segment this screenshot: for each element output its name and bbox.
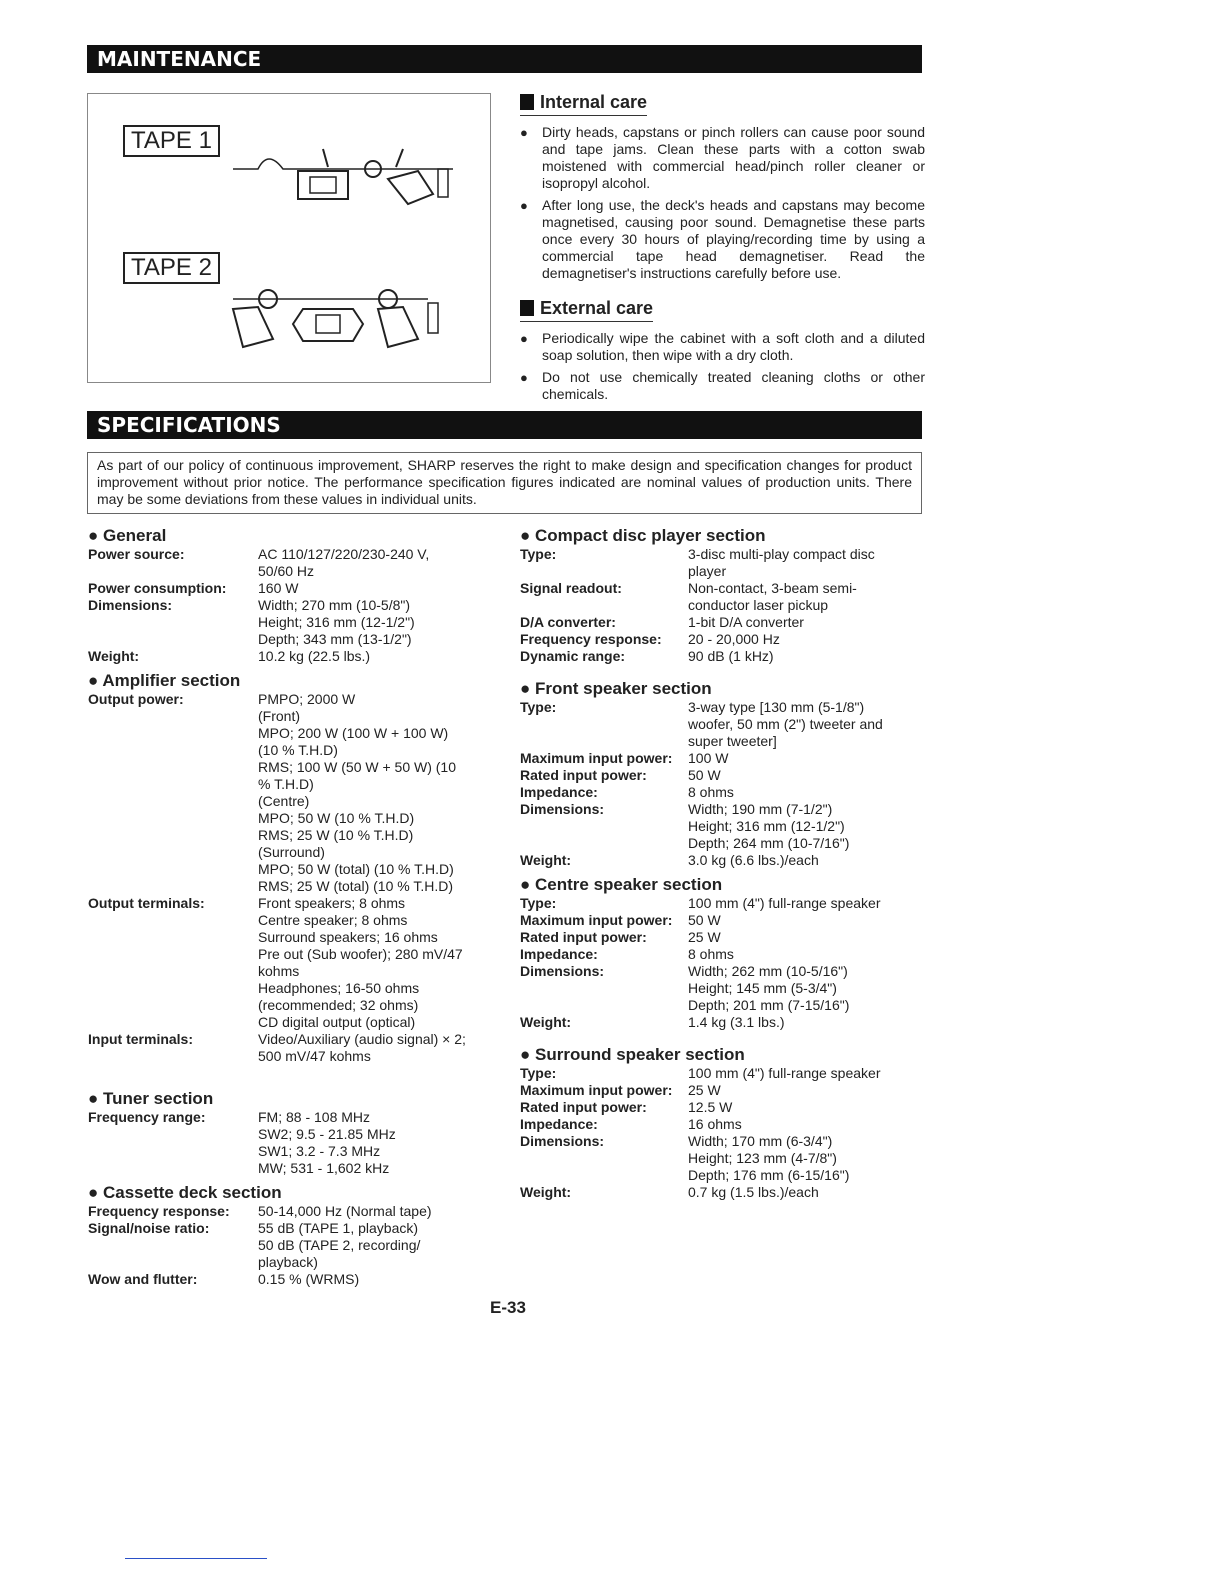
internal-care-item: ● After long use, the deck's heads and capstans may become magnetised, causing poor sound. Demagnetise these parts once every 30 hours of playing/recording time by using a commercial tape head demagnetiser. Read the demagnetiser's instructions carefully before use. [520, 197, 925, 282]
spec-key: Type: [520, 699, 557, 715]
tape1-mechanism-icon [228, 139, 458, 209]
spec-key: Output power: [88, 691, 184, 707]
spec-value-line: Height; 123 mm (4-7/8") [688, 1150, 837, 1166]
internal-care [520, 92, 925, 287]
spec-value: 8 ohms [688, 946, 734, 962]
spec-value: 1-bit D/A converter [688, 614, 804, 630]
spec-key: Maximum input power: [520, 750, 673, 766]
spec-key: Output terminals: [88, 895, 205, 911]
spec-key: Power source: [88, 546, 185, 562]
spec-key: Input terminals: [88, 1031, 194, 1047]
external-care-item: ● Periodically wipe the cabinet with a soft cloth and a diluted soap solution, then wipe with a dry cloth. [520, 330, 925, 364]
spec-value-line: Headphones; 16-50 ohms [258, 980, 420, 996]
spec-value: 100 W [688, 750, 729, 766]
spec-value-line: Video/Auxiliary (audio signal) × 2; [258, 1031, 466, 1047]
spec-value-list [258, 1031, 498, 1065]
spec-value-list [688, 546, 920, 580]
spec-value: 12.5 W [688, 1099, 733, 1115]
spec-value: Depth; 343 mm (13-1/2") [258, 631, 412, 647]
spec-value-line: kohms [258, 963, 300, 979]
spec-value: 100 mm (4") full-range speaker [688, 1065, 881, 1081]
spec-key: Rated input power: [520, 1099, 647, 1115]
spec-key: Frequency range: [88, 1109, 206, 1125]
spec-value-list [258, 691, 498, 895]
general-heading: ● General [88, 526, 498, 546]
cassette-heading: ● Cassette deck section [88, 1183, 498, 1203]
spec-value-line: playback) [258, 1254, 318, 1270]
spec-value: 50/60 Hz [258, 563, 315, 579]
spec-value-line: Height; 145 mm (5-3/4") [688, 980, 837, 996]
spec-value-line: 50 dB (TAPE 2, recording/ [258, 1237, 421, 1253]
spec-value-line: Pre out (Sub woofer); 280 mV/47 [258, 946, 463, 962]
spec-key: Dynamic range: [520, 648, 626, 664]
spec-value-line: (recommended; 32 ohms) [258, 997, 419, 1013]
spec-value-line: SW2; 9.5 - 21.85 MHz [258, 1126, 396, 1142]
spec-value: 25 W [688, 929, 721, 945]
spec-value-line: Surround speakers; 16 ohms [258, 929, 438, 945]
spec-value-list [258, 895, 498, 1031]
spec-key: Type: [520, 895, 557, 911]
spec-value-list [258, 1109, 498, 1177]
spec-value: 90 dB (1 kHz) [688, 648, 774, 664]
spec-value-line: (Centre) [258, 793, 310, 809]
spec-key: Weight: [520, 1184, 572, 1200]
tape2-label: TAPE 2 [123, 252, 220, 284]
spec-value-line: Front speakers; 8 ohms [258, 895, 406, 911]
spec-value: Width; 270 mm (10-5/8") [258, 597, 411, 613]
spec-value-list [688, 699, 920, 750]
square-bullet-icon [520, 300, 534, 316]
spec-value-line: MPO; 200 W (100 W + 100 W) [258, 725, 449, 741]
spec-value-line: Centre speaker; 8 ohms [258, 912, 408, 928]
spec-value: 50-14,000 Hz (Normal tape) [258, 1203, 432, 1219]
spec-value-line: (Front) [258, 708, 300, 724]
spec-value: 3.0 kg (6.6 lbs.)/each [688, 852, 819, 868]
spec-key: Signal/noise ratio: [88, 1220, 210, 1236]
spec-value: 10.2 kg (22.5 lbs.) [258, 648, 371, 664]
spec-value-line: Depth; 264 mm (10-7/16") [688, 835, 850, 851]
spec-value: 1.4 kg (3.1 lbs.) [688, 1014, 785, 1030]
maintenance-title: MAINTENANCE [87, 45, 922, 73]
external-care-item: ● Do not use chemically treated cleaning cloths or other chemicals. [520, 369, 925, 403]
spec-value-line: Width; 262 mm (10-5/16") [688, 963, 848, 979]
square-bullet-icon [520, 94, 534, 110]
spec-key: Dimensions: [520, 1133, 605, 1149]
spec-value-line: RMS; 100 W (50 W + 50 W) (10 [258, 759, 456, 775]
spec-value-line: player [688, 563, 727, 579]
tuner-heading: ● Tuner section [88, 1089, 498, 1109]
spec-value-line: Height; 316 mm (12-1/2") [688, 818, 845, 834]
spec-value: 8 ohms [688, 784, 734, 800]
spec-value-line: Width; 190 mm (7-1/2") [688, 801, 833, 817]
spec-value-line: Depth; 201 mm (7-15/16") [688, 997, 850, 1013]
external-care [520, 298, 925, 408]
spec-value-list [688, 580, 920, 614]
spec-value-line: Depth; 176 mm (6-15/16") [688, 1167, 850, 1183]
spec-value: Height; 316 mm (12-1/2") [258, 614, 415, 630]
external-care-heading: External care [520, 298, 653, 322]
spec-value-line: (Surround) [258, 844, 325, 860]
spec-value: AC 110/127/220/230-240 V, [258, 546, 430, 562]
spec-left-column [88, 520, 498, 1288]
spec-key: Frequency response: [88, 1203, 230, 1219]
spec-value-line: 3-way type [130 mm (5-1/8") [688, 699, 865, 715]
spec-value: 20 - 20,000 Hz [688, 631, 780, 647]
centre-speaker-heading: ● Centre speaker section [520, 875, 920, 895]
spec-value-line: (10 % T.H.D) [258, 742, 338, 758]
spec-value: 16 ohms [688, 1116, 742, 1132]
spec-value-list [258, 1220, 498, 1271]
spec-value: 160 W [258, 580, 299, 596]
spec-value-line: 55 dB (TAPE 1, playback) [258, 1220, 419, 1236]
spec-value-line: 3-disc multi-play compact disc [688, 546, 875, 562]
front-speaker-heading: ● Front speaker section [520, 679, 920, 699]
spec-key: Impedance: [520, 946, 598, 962]
spec-value-line: MPO; 50 W (total) (10 % T.H.D) [258, 861, 454, 877]
spec-key: Type: [520, 1065, 557, 1081]
spec-key: Dimensions: [520, 801, 605, 817]
spec-key: Impedance: [520, 784, 598, 800]
spec-value-line: PMPO; 2000 W [258, 691, 356, 707]
spec-value-line: SW1; 3.2 - 7.3 MHz [258, 1143, 381, 1159]
spec-value-line: MPO; 50 W (10 % T.H.D) [258, 810, 415, 826]
spec-value-line: FM; 88 - 108 MHz [258, 1109, 371, 1125]
tape1-label: TAPE 1 [123, 125, 220, 157]
spec-key: Dimensions: [520, 963, 605, 979]
spec-key: Type: [520, 546, 557, 562]
spec-key: Maximum input power: [520, 912, 673, 928]
spec-value-line: 500 mV/47 kohms [258, 1048, 371, 1064]
spec-value-line: Width; 170 mm (6-3/4") [688, 1133, 833, 1149]
spec-value: 50 W [688, 767, 721, 783]
footer-rule [125, 1558, 267, 1559]
cd-heading: ● Compact disc player section [520, 526, 920, 546]
internal-care-item: ● Dirty heads, capstans or pinch rollers can cause poor sound and tape jams. Clean these parts with a cotton swab moistened with commercial head/pinch roller cleaner or isopropyl alcohol. [520, 124, 925, 192]
spec-value-list [688, 1133, 920, 1184]
spec-value-line: super tweeter] [688, 733, 777, 749]
spec-key: Weight: [88, 648, 140, 664]
spec-key: Signal readout: [520, 580, 622, 596]
spec-value: 0.15 % (WRMS) [258, 1271, 360, 1287]
spec-key: Rated input power: [520, 929, 647, 945]
amplifier-heading: ● Amplifier section [88, 671, 498, 691]
spec-value-line: RMS; 25 W (10 % T.H.D) [258, 827, 414, 843]
spec-value: 25 W [688, 1082, 721, 1098]
spec-key: Power consumption: [88, 580, 227, 596]
spec-key: Impedance: [520, 1116, 598, 1132]
spec-value-line: RMS; 25 W (total) (10 % T.H.D) [258, 878, 454, 894]
spec-key: Weight: [520, 1014, 572, 1030]
spec-key: Dimensions: [88, 597, 173, 613]
page-number: E-33 [490, 1298, 526, 1317]
spec-key: Wow and flutter: [88, 1271, 198, 1287]
spec-key: D/A converter: [520, 614, 616, 630]
spec-value-line: % T.H.D) [258, 776, 314, 792]
spec-value: 100 mm (4") full-range speaker [688, 895, 881, 911]
spec-value-line: conductor laser pickup [688, 597, 829, 613]
spec-value-line: MW; 531 - 1,602 kHz [258, 1160, 390, 1176]
spec-value-line: Non-contact, 3-beam semi- [688, 580, 857, 596]
specifications-notice: As part of our policy of continuous improvement, SHARP reserves the right to make design and specification changes for product improvement without prior notice. The performance specification figures indicated are nominal values of production units. There may be some deviations from these values in individual units. [87, 452, 922, 514]
internal-care-heading: Internal care [520, 92, 647, 116]
spec-value-line: CD digital output (optical) [258, 1014, 416, 1030]
spec-value: 50 W [688, 912, 721, 928]
spec-key: Maximum input power: [520, 1082, 673, 1098]
spec-value: 0.7 kg (1.5 lbs.)/each [688, 1184, 819, 1200]
spec-value-line: woofer, 50 mm (2") tweeter and [688, 716, 883, 732]
tape2-mechanism-icon [228, 279, 448, 359]
spec-right-column [520, 520, 920, 1201]
surround-speaker-heading: ● Surround speaker section [520, 1045, 920, 1065]
spec-value-list [688, 801, 920, 852]
specifications-title: SPECIFICATIONS [87, 411, 922, 439]
spec-value-list [688, 963, 920, 1014]
spec-key: Rated input power: [520, 767, 647, 783]
spec-key: Weight: [520, 852, 572, 868]
tape-illustration [87, 93, 491, 383]
spec-key: Frequency response: [520, 631, 662, 647]
